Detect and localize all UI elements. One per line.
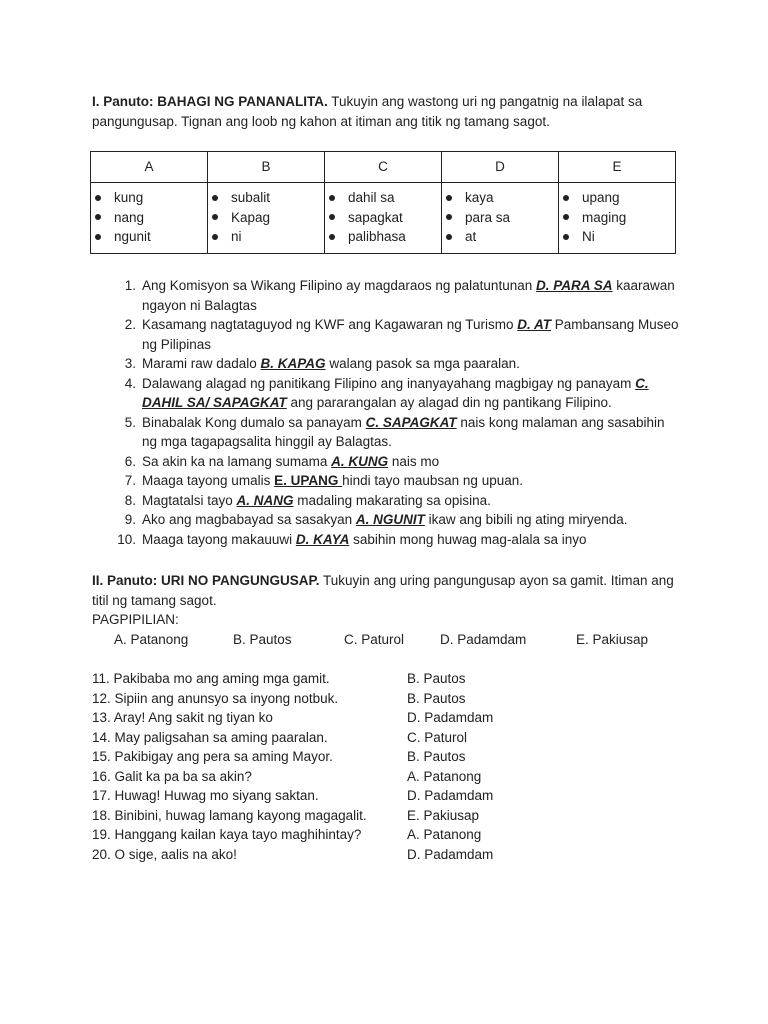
question-text: 13. Aray! Ang sakit ng tiyan ko [92,710,273,725]
choice-option: D. Padamdam [440,632,527,647]
bullet-icon [95,234,101,240]
bullet-icon [446,234,452,240]
answer-text: B. Pautos [407,749,466,764]
question-text: 19. Hanggang kailan kaya tayo maghihintay? [92,827,362,842]
answer-text: B. Pautos [407,671,466,686]
item-number: 7. [124,473,136,488]
bullet-icon [95,214,101,220]
table-cell-a [91,183,208,254]
answer-text: E. Pakiusap [407,807,480,823]
bullet-icon [446,214,452,220]
list-item [92,747,493,767]
bullet-icon [212,195,218,201]
section2-title: II. Panuto: URI NO PANGUNGUSAP. [92,573,320,588]
answer-text: C. SAPAGKAT [365,414,457,430]
list-item [210,227,322,247]
answer-text: D. PARA SA [535,278,613,293]
bullet-icon [212,214,218,220]
item-text: Sa akin ka na lamang sumama A. KUNG nais mo [142,453,440,469]
bullet-icon [212,234,218,240]
question-text: 20. O sige, aalis na ako! [92,846,237,862]
list-item [102,354,682,374]
word: Kapag [231,209,271,225]
list-item [102,510,682,530]
table-cell-e [559,183,676,254]
list-item [327,227,439,247]
list-item [210,188,322,208]
answer-text: A. Patanong [407,827,482,842]
list-item [102,530,682,550]
answer-text: C. DAHIL SA/ SAPAGKAT [142,375,649,410]
list-item [444,208,556,228]
answer-text: D. KAYA [295,531,350,547]
word: ngunit [114,229,151,244]
bullet-icon [329,234,335,240]
item-number: 8. [124,492,136,508]
item-text: Maaga tayong makauuwi D. KAYA sabihin mong huwag mag-alala sa inyo [142,531,587,547]
list-item [444,188,556,208]
answer-text: A. NGUNIT [355,512,425,527]
list-item [93,188,205,208]
section2-heading [92,571,692,610]
answer-text: B. KAPAG [260,356,326,371]
table-header-cell: C [325,152,442,183]
bullet-icon [563,195,569,201]
word: dahil sa [348,190,395,205]
item-number: 6. [124,453,136,469]
word: palibhasa [348,229,406,244]
list-item [561,208,673,228]
list-item [102,471,682,491]
list-item [92,845,493,865]
item-text: Marami raw dadalo B. KAPAG walang pasok sa mga paaralan. [142,356,520,371]
list-item [92,767,493,787]
bullet-icon [329,195,335,201]
list-item [93,208,205,228]
answer-text: A. NANG [236,492,294,508]
choice-option: E. Pakiusap [576,632,649,647]
list-item [327,208,439,228]
question-text: 18. Binibini, huwag lamang kayong magagalit. [92,807,367,823]
bullet-icon [95,195,101,201]
item-number: 3. [124,356,136,371]
table-header-cell: B [208,152,325,183]
section1-heading [92,92,692,131]
answer-text: B. Pautos [407,690,466,706]
answer-text: D. AT [517,317,551,332]
question-text: 17. Huwag! Huwag mo siyang saktan. [92,788,319,803]
answer-text: D. Padamdam [407,788,494,803]
list-item [92,806,493,826]
answer-text: E. UPANG [274,473,343,488]
question-text: 12. Sipiin ang anunsyo sa inyong notbuk. [92,690,339,706]
word: kung [114,190,144,205]
list-item [92,708,493,728]
word: Ni [582,229,595,244]
list-item [561,227,673,247]
item-text: Dalawang alagad ng panitikang Filipino ang inanyayahang magbigay ng panayam C. DAHIL SA/ SAPAGKAT ang pararangalan ay alagad din ng pantikang Filipino. [142,375,649,410]
bullet-icon [563,234,569,240]
word: para sa [465,209,511,225]
word: maging [582,209,627,225]
choice-option: A. Patanong [114,632,189,647]
item-number: 5. [124,414,136,430]
word: nang [114,209,145,225]
list-item [327,188,439,208]
item-text: Kasamang nagtataguyod ng KWF ang Kagawaran ng Turismo D. AT Pambansang Museo ng Pilipinas [142,317,679,352]
table-header-cell: E [559,152,676,183]
table-body-row [91,183,676,254]
question-text: 16. Galit ka pa ba sa akin? [92,768,252,784]
item-number: 10. [117,531,136,547]
list-item [92,825,493,845]
list-item [93,227,205,247]
bullet-icon [329,214,335,220]
table-header-cell: A [91,152,208,183]
item-text: Ako ang magbabayad sa sasakyan A. NGUNIT ikaw ang bibili ng ating miryenda. [142,512,628,527]
item-text: Maaga tayong umalis E. UPANG hindi tayo maubsan ng upuan. [142,473,523,488]
bullet-icon [563,214,569,220]
section1-title: I. Panuto: BAHAGI NG PANANALITA. [92,94,328,109]
list-item [102,315,682,354]
section1-instruction: Tukuyin ang wastong uri ng pangatnig na ilalapat sa pangungusap. Tignan ang loob ng kahon at itiman ang titik ng tamang sagot. [92,94,643,129]
question-text: 15. Pakibigay ang pera sa aming Mayor. [92,749,333,764]
word: kaya [465,190,494,205]
choice-option: B. Pautos [233,632,292,647]
choice-option: C. Paturol [344,632,405,647]
list-item [102,413,682,452]
item-text: Binabalak Kong dumalo sa panayam C. SAPAGKAT nais kong malaman ang sasabihin ng mga tagapagsalita hinggil ay Balagtas. [142,414,665,449]
list-item [92,728,493,748]
word: upang [582,190,620,205]
list-item [102,374,682,413]
list-item [92,669,493,689]
table-cell-c [325,183,442,254]
list-item [102,491,682,511]
item-text: Magtatalsi tayo A. NANG madaling makarating sa opisina. [142,492,491,508]
section1-items [102,276,682,549]
word: subalit [231,190,271,205]
item-number: 4. [124,375,136,391]
answer-text: A. KUNG [331,453,389,469]
section2-items [92,669,493,864]
list-item [561,188,673,208]
list-item [92,689,493,709]
table-header-cell: D [442,152,559,183]
list-item [102,276,682,315]
question-text: 14. May paligsahan sa aming paaralan. [92,729,328,745]
table-header-row [91,152,676,183]
item-text: Ang Komisyon sa Wikang Filipino ay magdaraos ng palatuntunan D. PARA SA kaarawan ngayon ni Balagtas [142,278,675,313]
list-item [210,208,322,228]
table-cell-d [442,183,559,254]
answer-text: D. Padamdam [407,710,494,725]
item-number: 9. [124,512,136,527]
item-number: 1. [124,278,136,293]
word: sapagkat [348,209,403,225]
answer-text: C. Paturol [407,729,468,745]
list-item [444,227,556,247]
connector-table [90,151,676,254]
section2-instruction: Tukuyin ang uring pangungusap ayon sa gamit. Itiman ang titil ng tamang sagot. [92,573,674,608]
pagpipilian-label: PAGPIPILIAN: [92,612,179,627]
question-text: 11. Pakibaba mo ang aming mga gamit. [92,671,330,686]
table-cell-b [208,183,325,254]
answer-text: D. Padamdam [407,846,494,862]
item-number: 2. [124,317,136,332]
word: at [465,229,477,244]
answer-text: A. Patanong [407,768,482,784]
list-item [102,452,682,472]
word: ni [231,229,242,244]
list-item [92,786,493,806]
bullet-icon [446,195,452,201]
